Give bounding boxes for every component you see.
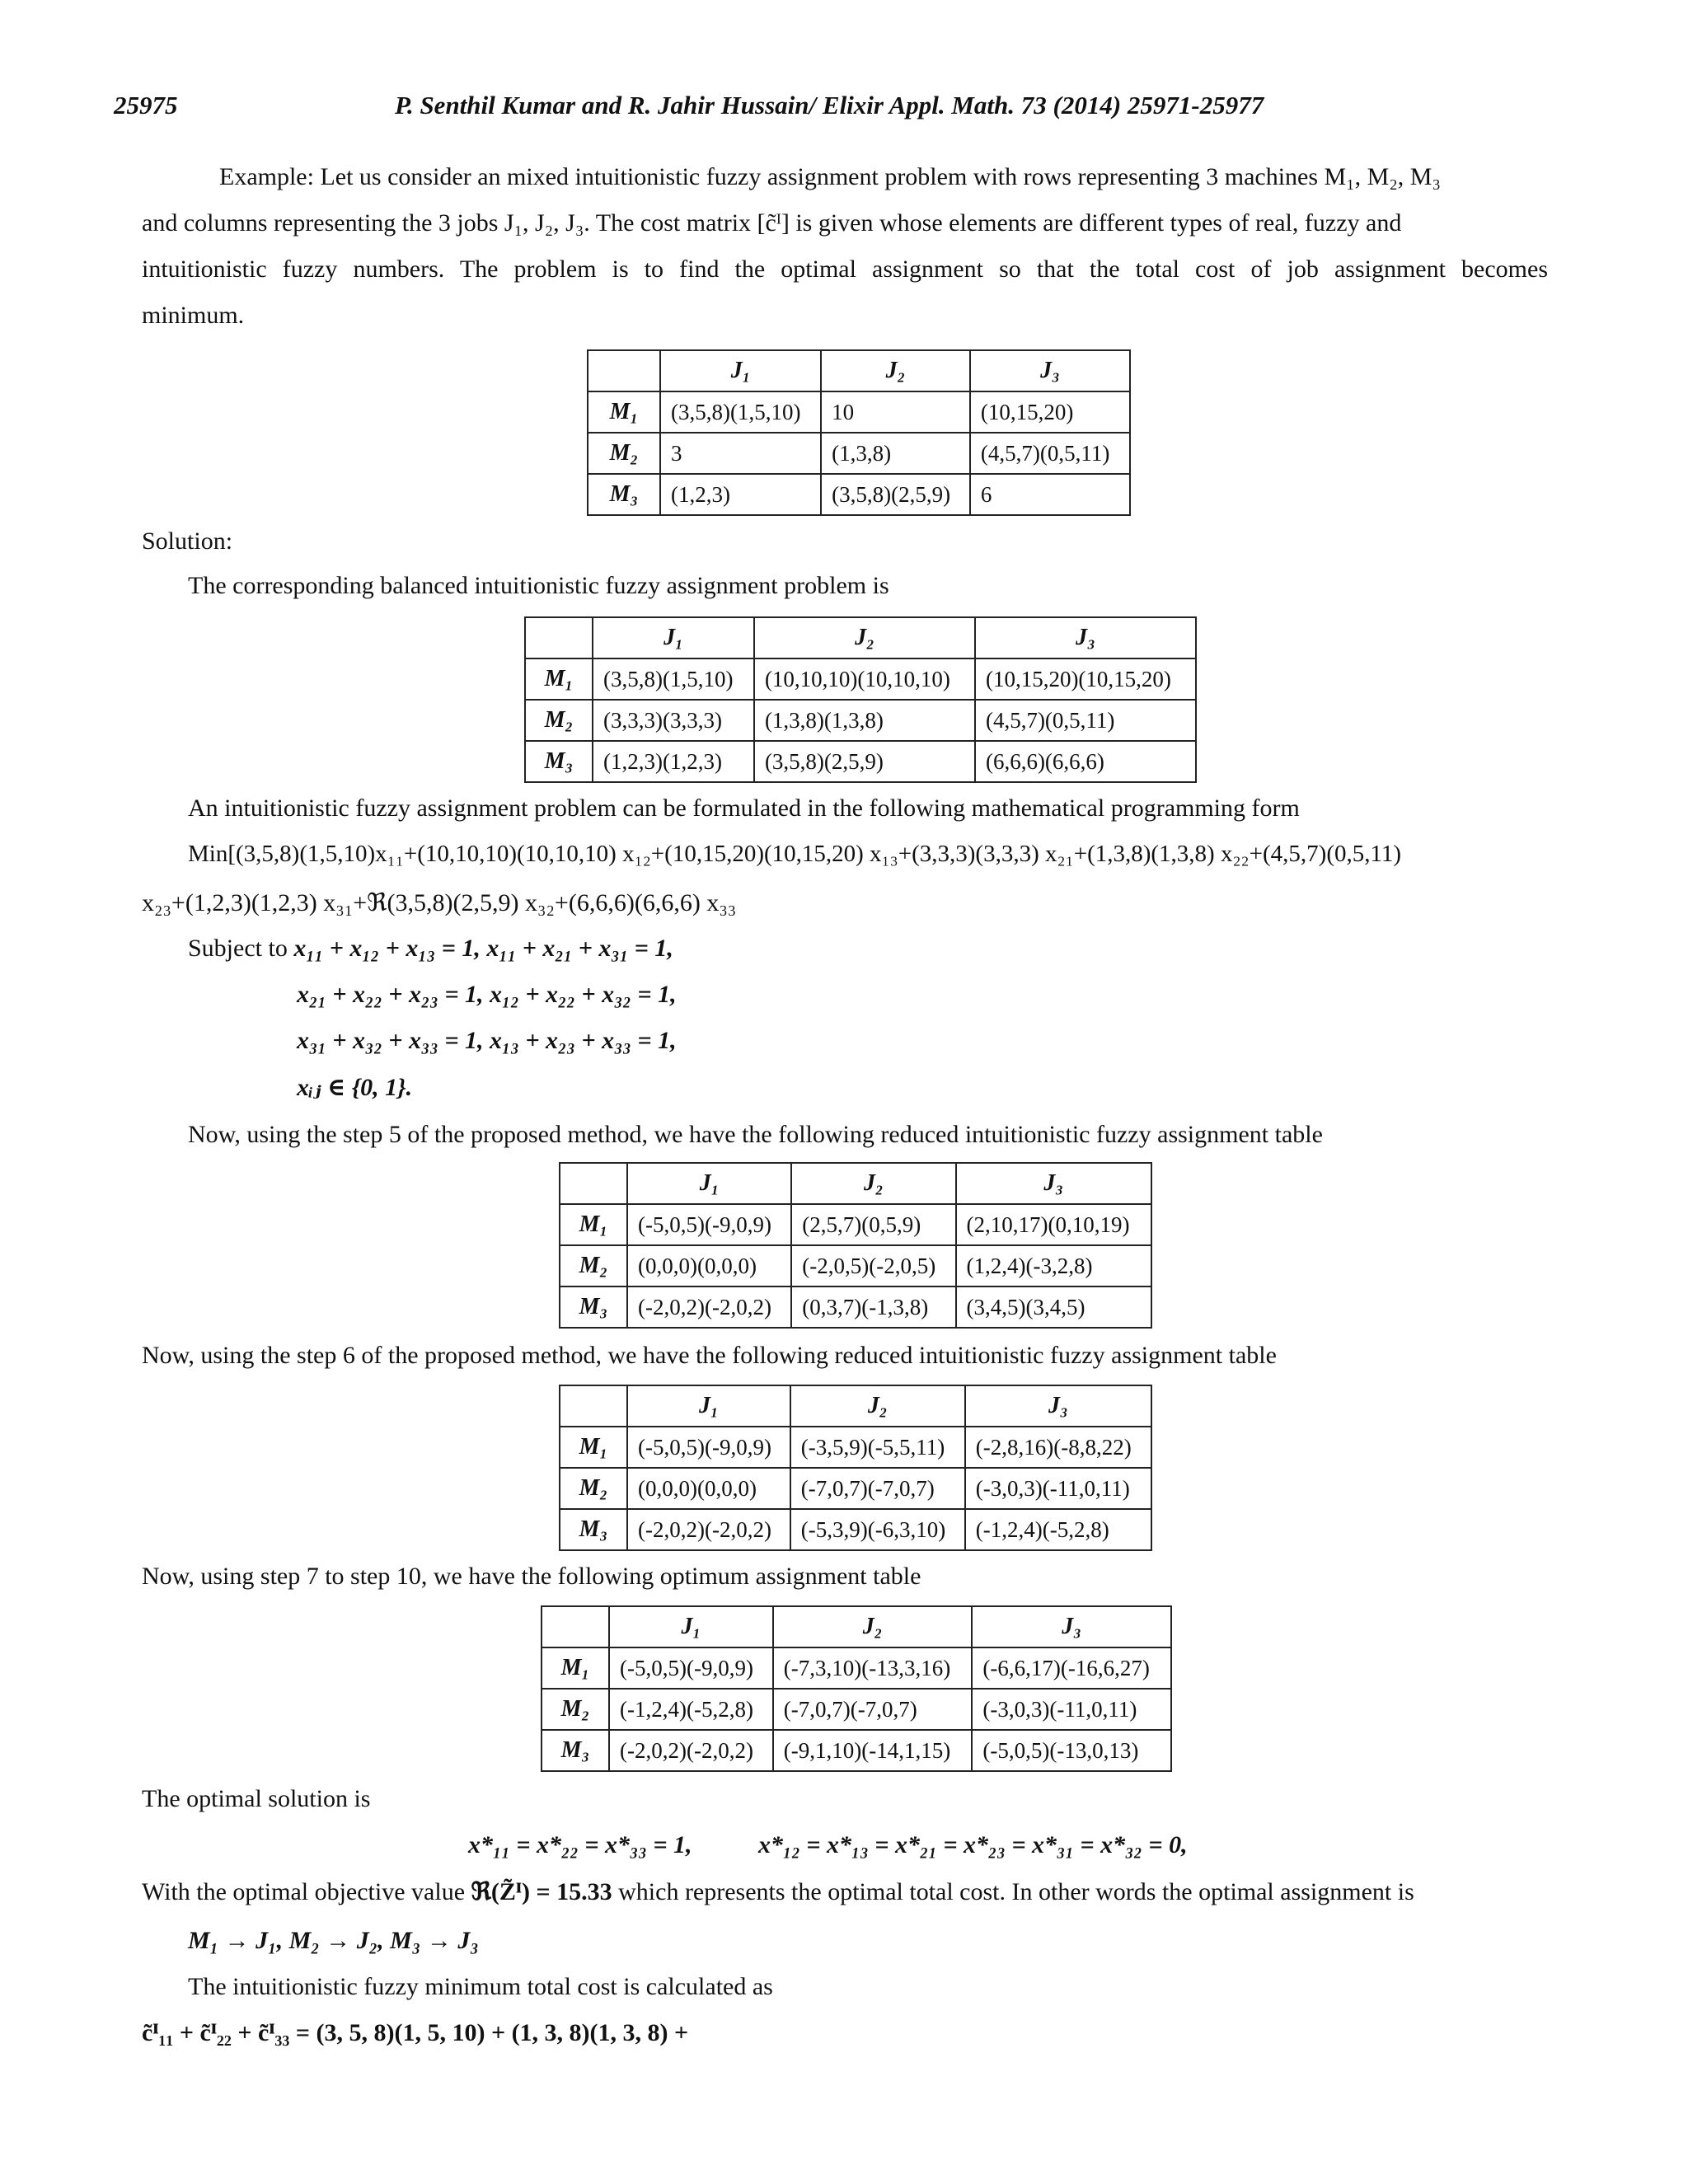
step5-reduced-table [559, 1162, 1152, 1329]
col-header-j1: J₁ [660, 350, 821, 391]
table-cell: (-5,0,5)(-9,0,9) [627, 1427, 790, 1468]
table-cell: (6,6,6)(6,6,6) [975, 741, 1196, 782]
row-header-m3: M₃ [560, 1509, 627, 1550]
subject-to-label: Subject to [188, 935, 288, 962]
table-cell: (-2,0,2)(-2,0,2) [627, 1509, 790, 1550]
col-header-j2: J₂ [790, 1385, 965, 1427]
intro-line-3: intuitionistic fuzzy numbers. The problem is to find the optimal assignment so that the total cost of job assignment becomes [142, 255, 1548, 283]
final-cost-expression: c̃ᴵ₁₁ + c̃ᴵ₂₂ + c̃ᴵ₃₃ = (3, 5, 8)(1, 5, 10) + (1, 3, 8)(1, 3, 8) + [142, 2019, 689, 2046]
step7-text: Now, using step 7 to step 10, we have the following optimum assignment table [142, 1563, 921, 1590]
table-cell: (-2,8,16)(-8,8,22) [965, 1427, 1151, 1468]
table-row [542, 1689, 1171, 1730]
balanced-table [524, 616, 1197, 783]
table-header-row [560, 1163, 1151, 1204]
table-row [588, 474, 1130, 515]
table-row [542, 1647, 1171, 1689]
col-header-j2: J₂ [754, 617, 975, 658]
table-cell: (-7,0,7)(-7,0,7) [790, 1468, 965, 1509]
table-cell: (0,3,7)(-1,3,8) [791, 1286, 955, 1328]
step6-reduced-table [559, 1385, 1152, 1551]
table-cell: 10 [821, 391, 970, 433]
table-cell: (3,5,8)(1,5,10) [660, 391, 821, 433]
col-header-j2: J₂ [773, 1606, 973, 1647]
optimal-assignment: M₁ → J₁, M₂ → J₂, M₃ → J₃ [188, 1927, 479, 1954]
objective-value-post: which represents the optimal total cost. In other words the optimal assignment is [618, 1878, 1414, 1905]
table-cell: (-1,2,4)(-5,2,8) [609, 1689, 773, 1730]
table-cell: (-5,0,5)(-13,0,13) [972, 1730, 1171, 1771]
table-cell: (-3,0,3)(-11,0,11) [972, 1689, 1171, 1730]
col-header-j3: J₃ [970, 350, 1130, 391]
table-row [560, 1509, 1151, 1550]
step5-text: Now, using the step 5 of the proposed method, we have the following reduced intuitionistic fuzzy assignment table [188, 1121, 1323, 1148]
col-header-j3: J₃ [965, 1385, 1151, 1427]
row-header-m2: M₂ [560, 1245, 627, 1286]
page-number: 25975 [114, 91, 178, 120]
row-header-m1: M₁ [542, 1647, 609, 1689]
table-cell: (10,15,20)(10,15,20) [975, 658, 1196, 700]
subject-to-line [188, 935, 673, 963]
table-cell: (-5,0,5)(-9,0,9) [609, 1647, 773, 1689]
running-title: P. Senthil Kumar and R. Jahir Hussain/ Elixir Appl. Math. 73 (2014) 25971-25977 [395, 91, 1264, 120]
col-header-j2: J₂ [821, 350, 970, 391]
constraint-3: x₃₁ + x₃₂ + x₃₃ = 1, x₁₃ + x₂₃ + x₃₃ = 1, [297, 1027, 677, 1054]
table-cell: (3,3,3)(3,3,3) [593, 700, 754, 741]
table-cell: (10,10,10)(10,10,10) [754, 658, 975, 700]
table-row [560, 1468, 1151, 1509]
table-cell: (-2,0,2)(-2,0,2) [609, 1730, 773, 1771]
col-header-j3: J₃ [972, 1606, 1171, 1647]
row-header-m3: M₃ [588, 474, 660, 515]
table-row [525, 700, 1196, 741]
table-cell: (2,5,7)(0,5,9) [791, 1204, 955, 1245]
table-row [542, 1730, 1171, 1771]
table-cell: (-1,2,4)(-5,2,8) [965, 1509, 1151, 1550]
row-header-m1: M₁ [560, 1204, 627, 1245]
table-header-row [588, 350, 1130, 391]
objective-value-expr: ℜ(Z̃ᴵ) = 15.33 [471, 1878, 612, 1905]
table-cell: (-6,6,17)(-16,6,27) [972, 1647, 1171, 1689]
table-cell: (0,0,0)(0,0,0) [627, 1245, 791, 1286]
table-cell: (4,5,7)(0,5,11) [970, 433, 1130, 474]
table-cell: (1,3,8)(1,3,8) [754, 700, 975, 741]
objective-line-2: x₂₃+(1,2,3)(1,2,3) x₃₁+ℜ(3,5,8)(2,5,9) x₃₂+(6,6,6)(6,6,6) x₃₃ [142, 889, 737, 916]
objective-value-line [142, 1877, 1414, 1906]
table-header-row [525, 617, 1196, 658]
col-header-j3: J₃ [975, 617, 1196, 658]
row-header-m2: M₂ [588, 433, 660, 474]
optimal-label: The optimal solution is [142, 1785, 371, 1812]
corner-cell [560, 1163, 627, 1204]
row-header-m3: M₃ [560, 1286, 627, 1328]
table-cell: (1,3,8) [821, 433, 970, 474]
table-cell: 3 [660, 433, 821, 474]
balanced-text: The corresponding balanced intuitionistic fuzzy assignment problem is [188, 572, 889, 599]
table-row [588, 433, 1130, 474]
table-cell: (10,15,20) [970, 391, 1130, 433]
table-cell: (0,0,0)(0,0,0) [627, 1468, 790, 1509]
table-cell: (3,4,5)(3,4,5) [956, 1286, 1151, 1328]
objective-value-pre: With the optimal objective value [142, 1878, 466, 1905]
row-header-m2: M₂ [542, 1689, 609, 1730]
intro-line-1: Example: Let us consider an mixed intuitionistic fuzzy assignment problem with rows representing 3 machines M₁, M₂, M₃ [219, 163, 1441, 190]
solution-label: Solution: [142, 527, 233, 555]
optimal-eq-ones: x*₁₁ = x*₂₂ = x*₃₃ = 1, [468, 1831, 692, 1858]
constraint-2: x₂₁ + x₂₂ + x₂₃ = 1, x₁₂ + x₂₂ + x₃₂ = 1, [297, 981, 677, 1008]
cost-matrix-table [587, 349, 1131, 516]
constraint-4: xᵢⱼ ∈ {0, 1}. [297, 1074, 413, 1101]
table-cell: (-5,3,9)(-6,3,10) [790, 1509, 965, 1550]
corner-cell [525, 617, 593, 658]
table-cell: (1,2,3)(1,2,3) [593, 741, 754, 782]
table-cell: (-7,0,7)(-7,0,7) [773, 1689, 973, 1730]
corner-cell [588, 350, 660, 391]
table-cell: (2,10,17)(0,10,19) [956, 1204, 1151, 1245]
table-row [560, 1245, 1151, 1286]
table-row [560, 1427, 1151, 1468]
row-header-m1: M₁ [560, 1427, 627, 1468]
table-row [525, 658, 1196, 700]
table-row [525, 741, 1196, 782]
intro-line-2: and columns representing the 3 jobs J₁, J₂, J₃. The cost matrix [c̃ᴵ] is given whose elements are different types of real, fuzzy and [142, 209, 1402, 237]
row-header-m1: M₁ [525, 658, 593, 700]
table-cell: (-3,0,3)(-11,0,11) [965, 1468, 1151, 1509]
table-header-row [542, 1606, 1171, 1647]
table-cell: (4,5,7)(0,5,11) [975, 700, 1196, 741]
row-header-m3: M₃ [542, 1730, 609, 1771]
table-cell: (3,5,8)(2,5,9) [754, 741, 975, 782]
col-header-j1: J₁ [593, 617, 754, 658]
col-header-j1: J₁ [627, 1163, 791, 1204]
table-cell: 6 [970, 474, 1130, 515]
corner-cell [542, 1606, 609, 1647]
table-cell: (-2,0,2)(-2,0,2) [627, 1286, 791, 1328]
table-cell: (-2,0,5)(-2,0,5) [791, 1245, 955, 1286]
row-header-m3: M₃ [525, 741, 593, 782]
step6-text: Now, using the step 6 of the proposed method, we have the following reduced intuitionistic fuzzy assignment table [142, 1342, 1277, 1369]
col-header-j1: J₁ [627, 1385, 790, 1427]
table-cell: (3,5,8)(1,5,10) [593, 658, 754, 700]
optimal-eq-zeros: x*₁₂ = x*₁₃ = x*₂₁ = x*₂₃ = x*₃₁ = x*₃₂ = 0, [758, 1831, 1188, 1858]
row-header-m2: M₂ [525, 700, 593, 741]
corner-cell [560, 1385, 627, 1427]
table-cell: (-5,0,5)(-9,0,9) [627, 1204, 791, 1245]
table-cell: (1,2,4)(-3,2,8) [956, 1245, 1151, 1286]
col-header-j2: J₂ [791, 1163, 955, 1204]
col-header-j1: J₁ [609, 1606, 773, 1647]
table-cell: (-9,1,10)(-14,1,15) [773, 1730, 973, 1771]
col-header-j3: J₃ [956, 1163, 1151, 1204]
table-row [588, 391, 1130, 433]
table-header-row [560, 1385, 1151, 1427]
intro-line-4: minimum. [142, 302, 245, 329]
row-header-m2: M₂ [560, 1468, 627, 1509]
formulation-text: An intuitionistic fuzzy assignment problem can be formulated in the following mathematical programming form [188, 794, 1300, 822]
table-cell: (3,5,8)(2,5,9) [821, 474, 970, 515]
optimum-assignment-table [541, 1605, 1172, 1772]
table-cell: (-7,3,10)(-13,3,16) [773, 1647, 973, 1689]
min-cost-text: The intuitionistic fuzzy minimum total cost is calculated as [188, 1973, 773, 2000]
table-row [560, 1286, 1151, 1328]
table-row [560, 1204, 1151, 1245]
objective-line-1: Min[(3,5,8)(1,5,10)x₁₁+(10,10,10)(10,10,10) x₁₂+(10,15,20)(10,15,20) x₁₃+(3,3,3)(3,3,3) x₂₁+(1,3,8)(1,3,8) x₂₂+(4,5,7)(0,5,11) [188, 841, 1402, 867]
constraint-1: x₁₁ + x₁₂ + x₁₃ = 1, x₁₁ + x₂₁ + x₃₁ = 1, [293, 935, 673, 962]
table-cell: (1,2,3) [660, 474, 821, 515]
table-cell: (-3,5,9)(-5,5,11) [790, 1427, 965, 1468]
row-header-m1: M₁ [588, 391, 660, 433]
